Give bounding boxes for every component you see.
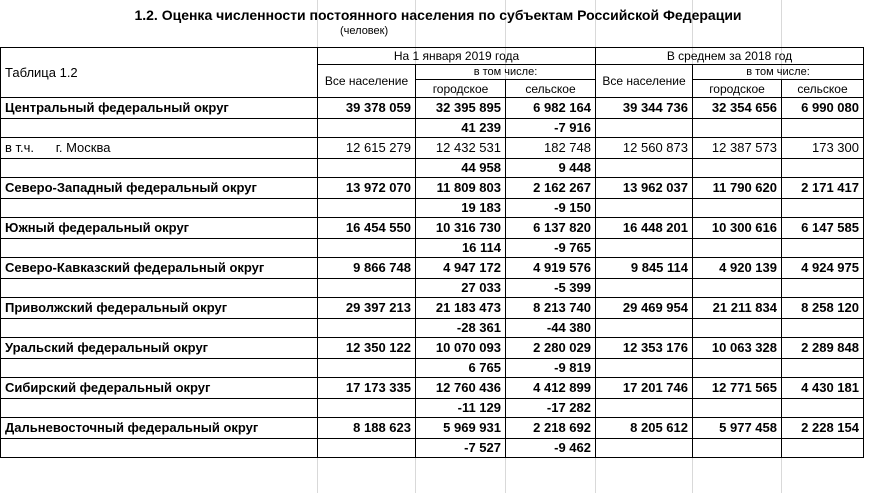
region-name: Уральский федеральный округ (1, 338, 318, 359)
change-cell (693, 119, 782, 138)
change-cell (782, 439, 864, 458)
region-name: Дальневосточный федеральный округ (1, 418, 318, 439)
change-cell: -9 150 (506, 199, 596, 218)
change-row (1, 439, 864, 458)
change-cell (596, 359, 693, 378)
value-cell: 2 228 154 (782, 418, 864, 439)
change-cell (782, 159, 864, 178)
value-cell: 9 845 114 (596, 258, 693, 279)
change-row (1, 399, 864, 418)
value-cell: 10 300 616 (693, 218, 782, 239)
value-cell: 8 213 740 (506, 298, 596, 319)
value-cell: 13 962 037 (596, 178, 693, 199)
table-row (1, 338, 864, 359)
change-cell: 6 765 (416, 359, 506, 378)
table-row (1, 298, 864, 319)
value-cell: 12 760 436 (416, 378, 506, 399)
region-name: Северо-Кавказский федеральный округ (1, 258, 318, 279)
change-cell: -9 765 (506, 239, 596, 258)
change-row (1, 199, 864, 218)
table-row (1, 178, 864, 199)
value-cell: 4 920 139 (693, 258, 782, 279)
value-cell: 6 147 585 (782, 218, 864, 239)
empty-cell (1, 119, 318, 138)
value-cell: 9 866 748 (318, 258, 416, 279)
value-cell: 11 790 620 (693, 178, 782, 199)
change-cell: 44 958 (416, 159, 506, 178)
value-cell: 5 969 931 (416, 418, 506, 439)
change-cell (596, 239, 693, 258)
region-name: в т.ч. г. Москва (1, 138, 318, 159)
change-cell (693, 159, 782, 178)
table-row (1, 258, 864, 279)
value-cell: 29 469 954 (596, 298, 693, 319)
region-name: Приволжский федеральный округ (1, 298, 318, 319)
empty-cell (1, 439, 318, 458)
empty-cell (1, 319, 318, 338)
value-cell: 12 432 531 (416, 138, 506, 159)
change-cell (693, 199, 782, 218)
population-table (0, 47, 864, 458)
change-cell (782, 199, 864, 218)
region-name: Северо-Западный федеральный округ (1, 178, 318, 199)
change-cell (596, 319, 693, 338)
change-row (1, 359, 864, 378)
region-name: Южный федеральный округ (1, 218, 318, 239)
value-cell: 2 280 029 (506, 338, 596, 359)
header-rural-1: сельское (506, 80, 596, 98)
value-cell: 13 972 070 (318, 178, 416, 199)
value-cell: 17 173 335 (318, 378, 416, 399)
change-cell: -9 819 (506, 359, 596, 378)
value-cell: 29 397 213 (318, 298, 416, 319)
empty-cell (1, 159, 318, 178)
value-cell: 4 430 181 (782, 378, 864, 399)
value-cell: 2 162 267 (506, 178, 596, 199)
change-row (1, 159, 864, 178)
value-cell: 2 171 417 (782, 178, 864, 199)
header-urban-2: городское (693, 80, 782, 98)
value-cell: 12 560 873 (596, 138, 693, 159)
empty-cell (1, 279, 318, 298)
change-cell (318, 199, 416, 218)
value-cell: 173 300 (782, 138, 864, 159)
header-incl-1: в том числе: (416, 65, 596, 80)
change-cell (693, 319, 782, 338)
change-cell: 41 239 (416, 119, 506, 138)
header-all-1: Все население (318, 65, 416, 98)
change-cell (318, 279, 416, 298)
value-cell: 17 201 746 (596, 378, 693, 399)
value-cell: 8 188 623 (318, 418, 416, 439)
change-cell: -28 361 (416, 319, 506, 338)
header-all-2: Все население (596, 65, 693, 98)
change-cell (318, 159, 416, 178)
value-cell: 32 354 656 (693, 98, 782, 119)
change-cell: -5 399 (506, 279, 596, 298)
change-cell (782, 239, 864, 258)
value-cell: 4 412 899 (506, 378, 596, 399)
value-cell: 39 378 059 (318, 98, 416, 119)
header-urban-1: городское (416, 80, 506, 98)
change-cell (318, 399, 416, 418)
header-incl-2: в том числе: (693, 65, 864, 80)
change-cell (596, 199, 693, 218)
value-cell: 32 395 895 (416, 98, 506, 119)
value-cell: 6 990 080 (782, 98, 864, 119)
header-rural-2: сельское (782, 80, 864, 98)
change-row (1, 319, 864, 338)
change-cell (596, 279, 693, 298)
value-cell: 6 982 164 (506, 98, 596, 119)
value-cell: 10 063 328 (693, 338, 782, 359)
change-cell (318, 119, 416, 138)
table-row (1, 218, 864, 239)
region-name: Центральный федеральный округ (1, 98, 318, 119)
change-cell: 16 114 (416, 239, 506, 258)
change-cell: -9 462 (506, 439, 596, 458)
change-cell: -44 380 (506, 319, 596, 338)
value-cell: 16 448 201 (596, 218, 693, 239)
value-cell: 4 924 975 (782, 258, 864, 279)
value-cell: 6 137 820 (506, 218, 596, 239)
change-row (1, 239, 864, 258)
change-row (1, 279, 864, 298)
change-cell (596, 399, 693, 418)
change-cell: 9 448 (506, 159, 596, 178)
change-cell: 27 033 (416, 279, 506, 298)
value-cell: 8 205 612 (596, 418, 693, 439)
change-cell (782, 359, 864, 378)
value-cell: 2 218 692 (506, 418, 596, 439)
value-cell: 10 316 730 (416, 218, 506, 239)
change-cell (318, 239, 416, 258)
value-cell: 39 344 736 (596, 98, 693, 119)
table-title: 1.2. Оценка численности постоянного населения по субъектам Российской Федерации (134, 7, 742, 23)
empty-cell (1, 199, 318, 218)
value-cell: 4 919 576 (506, 258, 596, 279)
value-cell: 10 070 093 (416, 338, 506, 359)
value-cell: 12 353 176 (596, 338, 693, 359)
value-cell: 16 454 550 (318, 218, 416, 239)
value-cell: 11 809 803 (416, 178, 506, 199)
value-cell: 12 350 122 (318, 338, 416, 359)
empty-cell (1, 239, 318, 258)
value-cell: 182 748 (506, 138, 596, 159)
change-cell (782, 399, 864, 418)
change-cell (693, 239, 782, 258)
change-cell (693, 279, 782, 298)
table-row (1, 138, 864, 159)
value-cell: 12 615 279 (318, 138, 416, 159)
change-cell: 19 183 (416, 199, 506, 218)
table-row (1, 378, 864, 399)
table-label: Таблица 1.2 (1, 48, 318, 98)
change-cell (318, 319, 416, 338)
change-cell (693, 399, 782, 418)
change-cell (318, 359, 416, 378)
value-cell: 21 183 473 (416, 298, 506, 319)
value-cell: 12 771 565 (693, 378, 782, 399)
change-cell (782, 319, 864, 338)
change-row (1, 119, 864, 138)
value-cell: 2 289 848 (782, 338, 864, 359)
value-cell: 12 387 573 (693, 138, 782, 159)
value-cell: 5 977 458 (693, 418, 782, 439)
change-cell (782, 119, 864, 138)
change-cell (693, 439, 782, 458)
unit-note: (человек) (340, 25, 389, 37)
empty-cell (1, 399, 318, 418)
table-row (1, 98, 864, 119)
change-cell (596, 119, 693, 138)
value-cell: 4 947 172 (416, 258, 506, 279)
change-cell (782, 279, 864, 298)
value-cell: 21 211 834 (693, 298, 782, 319)
value-cell: 8 258 120 (782, 298, 864, 319)
region-name: Сибирский федеральный округ (1, 378, 318, 399)
change-cell (596, 439, 693, 458)
change-cell (596, 159, 693, 178)
table-row (1, 418, 864, 439)
change-cell: -11 129 (416, 399, 506, 418)
header-group-jan2019: На 1 января 2019 года (318, 48, 596, 65)
change-cell (693, 359, 782, 378)
header-group-avg2018: В среднем за 2018 год (596, 48, 864, 65)
change-cell: -7 527 (416, 439, 506, 458)
change-cell (318, 439, 416, 458)
change-cell: -17 282 (506, 399, 596, 418)
empty-cell (1, 359, 318, 378)
change-cell: -7 916 (506, 119, 596, 138)
